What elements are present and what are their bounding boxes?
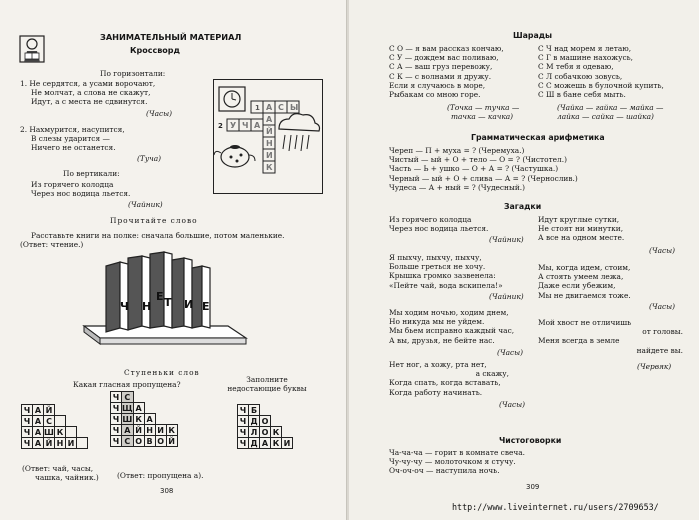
grid-cell [77,438,88,449]
grid-row [238,438,293,449]
grid-cell: Ч [22,427,33,438]
grid-cell: Б [249,405,260,416]
horizontal-title: По горизонтали: [100,69,166,78]
grid-row [22,427,88,438]
riddle-1: 1. Не сердятся, а усами ворочают, Не молчат, а слова не скажут, Идут, а с места не сдвинутся. [20,79,156,107]
book-letter: Т [164,296,172,309]
sharady-right-answer: (Чайка — гайка — майка — лайка — сайка — шайка) [557,103,664,122]
grid-cell: А [122,425,134,436]
riddle-3: Из горячего колодца Через нос водица льется. [31,180,131,199]
sharady-left-answer: (Точка — тучка — тачка — качка) [447,103,520,122]
grid-cell: Щ [122,403,133,413]
grid-row [238,416,293,427]
grid-cell: А [33,427,44,438]
grid-cell: Ч [238,405,249,416]
grid-cell: Ч [238,427,249,438]
riddle-z6: Мой хвост не отличишь от головы. Меня всегда в земле найдете вы. [538,318,683,355]
grid-cell: А [33,438,44,449]
riddle-z4: Мы, когда идем, стоим, А стоять умеем лежа, Даже если убежим, Мы не двигаемся тоже. [538,263,631,300]
grid-cell: А [33,416,44,427]
grid-cell: К [166,425,177,436]
grid-row [111,414,178,425]
grid-row [238,427,293,438]
book-letter: Н [142,300,152,313]
arithmetic-lines: Череп — П + муха = ? (Черемуха.) Чистый — ый + О + тело — О = ? (Чистотел.) Часть — Ь + ушко — О + А = ? (Частушка.) Черный — ый + О + слива — А = ? (Чернослив.) Чудеса — А + ный = ? (Чудесный.) [389,146,578,192]
books-on-shelf-picture [78,250,250,360]
chisto-lines: Ча-ча-ча — горит в комнате свеча. Чу-чу-чу — молоточком я стучу. Оч-оч-оч — наступила ночь. [389,448,525,476]
riddle-z1: Из горячего колодца Через нос водица льется. [389,215,489,234]
grid-cell: С [44,416,55,427]
grid-cell [55,416,66,427]
riddle-z5-answer: (Часы) [497,348,524,357]
grid-cell: Ш [44,427,54,437]
answer-3: (Чайник) [128,200,163,209]
riddle-z2: Идут круглые сутки, Не стоят ни минутки, А все на одном месте. [538,215,625,243]
arithmetic-title: Грамматическая арифметика [471,133,605,142]
answer-1: (Часы) [146,109,173,118]
grid-row [111,392,178,403]
grid-cell: И [155,425,166,436]
grid-cell: Ч [111,403,122,414]
grid-cell: О [133,436,144,447]
grid-cell: С [122,392,134,403]
svg-text:А: А [266,103,273,112]
grid-row [22,438,88,449]
grid-cell: Й [44,438,55,449]
riddle-z5: Мы ходим ночью, ходим днем, Но никуда мы не уйдем. Мы бьем исправно каждый час, А вы, друзья, не бейте нас. [389,308,515,345]
riddle-z3-answer: (Чайник) [489,292,524,301]
grid-cell: Ч [111,392,122,403]
reading-boy-icon [17,32,47,66]
read-text: Расставьте книги на полке: сначала большие, потом маленькие. (Ответ: чтение.) [20,231,285,250]
grid-cell: Ч [238,438,249,449]
grid-cell: О [155,436,166,447]
book-letter: Е [156,290,164,303]
right-page [349,0,699,520]
cw-num-1: 1 [255,104,260,112]
grid-cell: Д [250,438,258,448]
svg-text:Н: Н [266,139,273,148]
riddle-2: 2. Нахмурится, насупится, В слезы ударится — Ничего не останется. [20,125,125,153]
teapot-icon [214,145,255,167]
grid-cell: И [282,438,293,449]
grid-cell: К [133,414,144,425]
grid-cell: Ч [22,438,33,449]
grid-cell: А [133,403,144,414]
riddle-z7-answer: (Часы) [499,400,526,409]
grid-row [238,405,293,416]
svg-text:Й: Й [266,127,273,136]
book-letter: Е [202,300,210,313]
grid-cell: Ч [111,414,122,425]
grid-cell: Й [166,436,177,447]
grid-row [22,416,88,427]
clock-icon [219,87,245,111]
grid-cell: Н [55,438,66,449]
chisto-title: Чистоговорки [499,436,562,445]
zagadki-title: Загадки [504,202,542,211]
crossword-title: Кроссворд [130,46,180,55]
svg-text:А: А [266,115,273,124]
svg-text:С: С [278,103,284,112]
riddle-z6-answer: (Червяк) [637,362,672,371]
grid-row [111,425,178,436]
riddle-z7: Нет ног, а хожу, рта нет, а скажу, Когда спать, когда вставать, Когда работу начинать. [389,360,509,397]
steps-title: Ступеньки слов [124,368,200,377]
page-number-left: 308 [160,487,174,495]
vertical-title: По вертикали: [63,169,120,178]
grid-cell: Ч [111,425,122,436]
grid-cell: А [144,414,155,425]
grid-cell: О [260,427,271,438]
riddle-z3: Я пыхчу, пыхчу, пыхчу, Больше греться не хочу. Крышка громко зазвенела: «Пейте чай, вода вскипела!» [389,253,503,290]
sharady-right: С Ч над морем я летаю, С Г в машине нахожусь, С М тебя я одеваю, С Л собачкою зовусь, С С можешь в булочной купить, С Ш в бане себя мыть. [538,44,664,100]
grid-cell: И [66,438,77,449]
riddle-z1-answer: (Чайник) [489,235,524,244]
grid-row [111,436,178,447]
steps-answer-2: (Ответ: пропущена а). [117,471,204,480]
grid-cell: К [55,427,66,438]
grid-cell [66,427,77,438]
grid-cell: К [271,438,282,449]
grid-cell: В [144,436,155,447]
read-title: Прочитайте слово [110,216,198,225]
sharady-left: С О — я вам рассказ кончаю, С У — дождем вас поливаю, С А — ваш груз перевожу, С К — с волнами я дружу. Если я случаюсь в море, Рыбакам со мною горе. [389,44,504,100]
grid-cell: Й [133,425,144,436]
grid-cell: Ч [238,416,249,427]
svg-text:Ы: Ы [290,103,299,112]
grid-cell: Ч [111,436,122,447]
sharady-title: Шарады [513,31,553,40]
steps-question-2: Заполните недостающие буквы [227,375,307,394]
word-steps-grid-3 [237,404,293,449]
grid-cell: Н [144,425,155,436]
grid-cell: Ш [122,414,133,424]
word-steps-grid-2 [110,391,178,447]
page-number-right: 309 [526,483,540,491]
steps-answer-1: (Ответ: чай, часы, чашка, чайник.) [22,464,99,483]
grid-cell: А [260,438,271,449]
grid-cell: О [260,416,271,427]
svg-text:И: И [266,151,273,160]
svg-text:А: А [254,121,261,130]
section-title: ЗАНИМАТЕЛЬНЫЙ МАТЕРИАЛ [100,32,242,42]
grid-row [111,403,178,414]
svg-text:Ч: Ч [242,121,249,130]
grid-cell: С [122,436,134,447]
answer-2: (Туча) [137,154,161,163]
left-page [0,0,347,520]
grid-cell: Ч [22,405,33,416]
rain-cloud-icon [279,114,320,151]
book-letter: И [184,298,194,311]
grid-cell: А [33,405,44,416]
riddle-z4-answer: (Часы) [649,302,676,311]
cw-num-2: 2 [218,122,223,130]
book-letter: Ч [120,300,129,313]
grid-row [22,405,88,416]
grid-cell: К [271,427,282,438]
watermark-url[interactable]: http://www.liveinternet.ru/users/2709653/ [452,502,659,512]
steps-question-1: Какая гласная пропущена? [73,380,181,389]
grid-cell: Й [44,405,55,416]
word-steps-grid-1 [21,404,88,449]
svg-text:У: У [230,121,237,130]
grid-cell: Ч [22,416,33,427]
crossword-picture [213,79,323,194]
grid-cell: Л [249,427,260,438]
riddle-z2-answer: (Часы) [649,246,676,255]
grid-cell: Д [250,416,258,426]
svg-text:К: К [266,163,273,172]
